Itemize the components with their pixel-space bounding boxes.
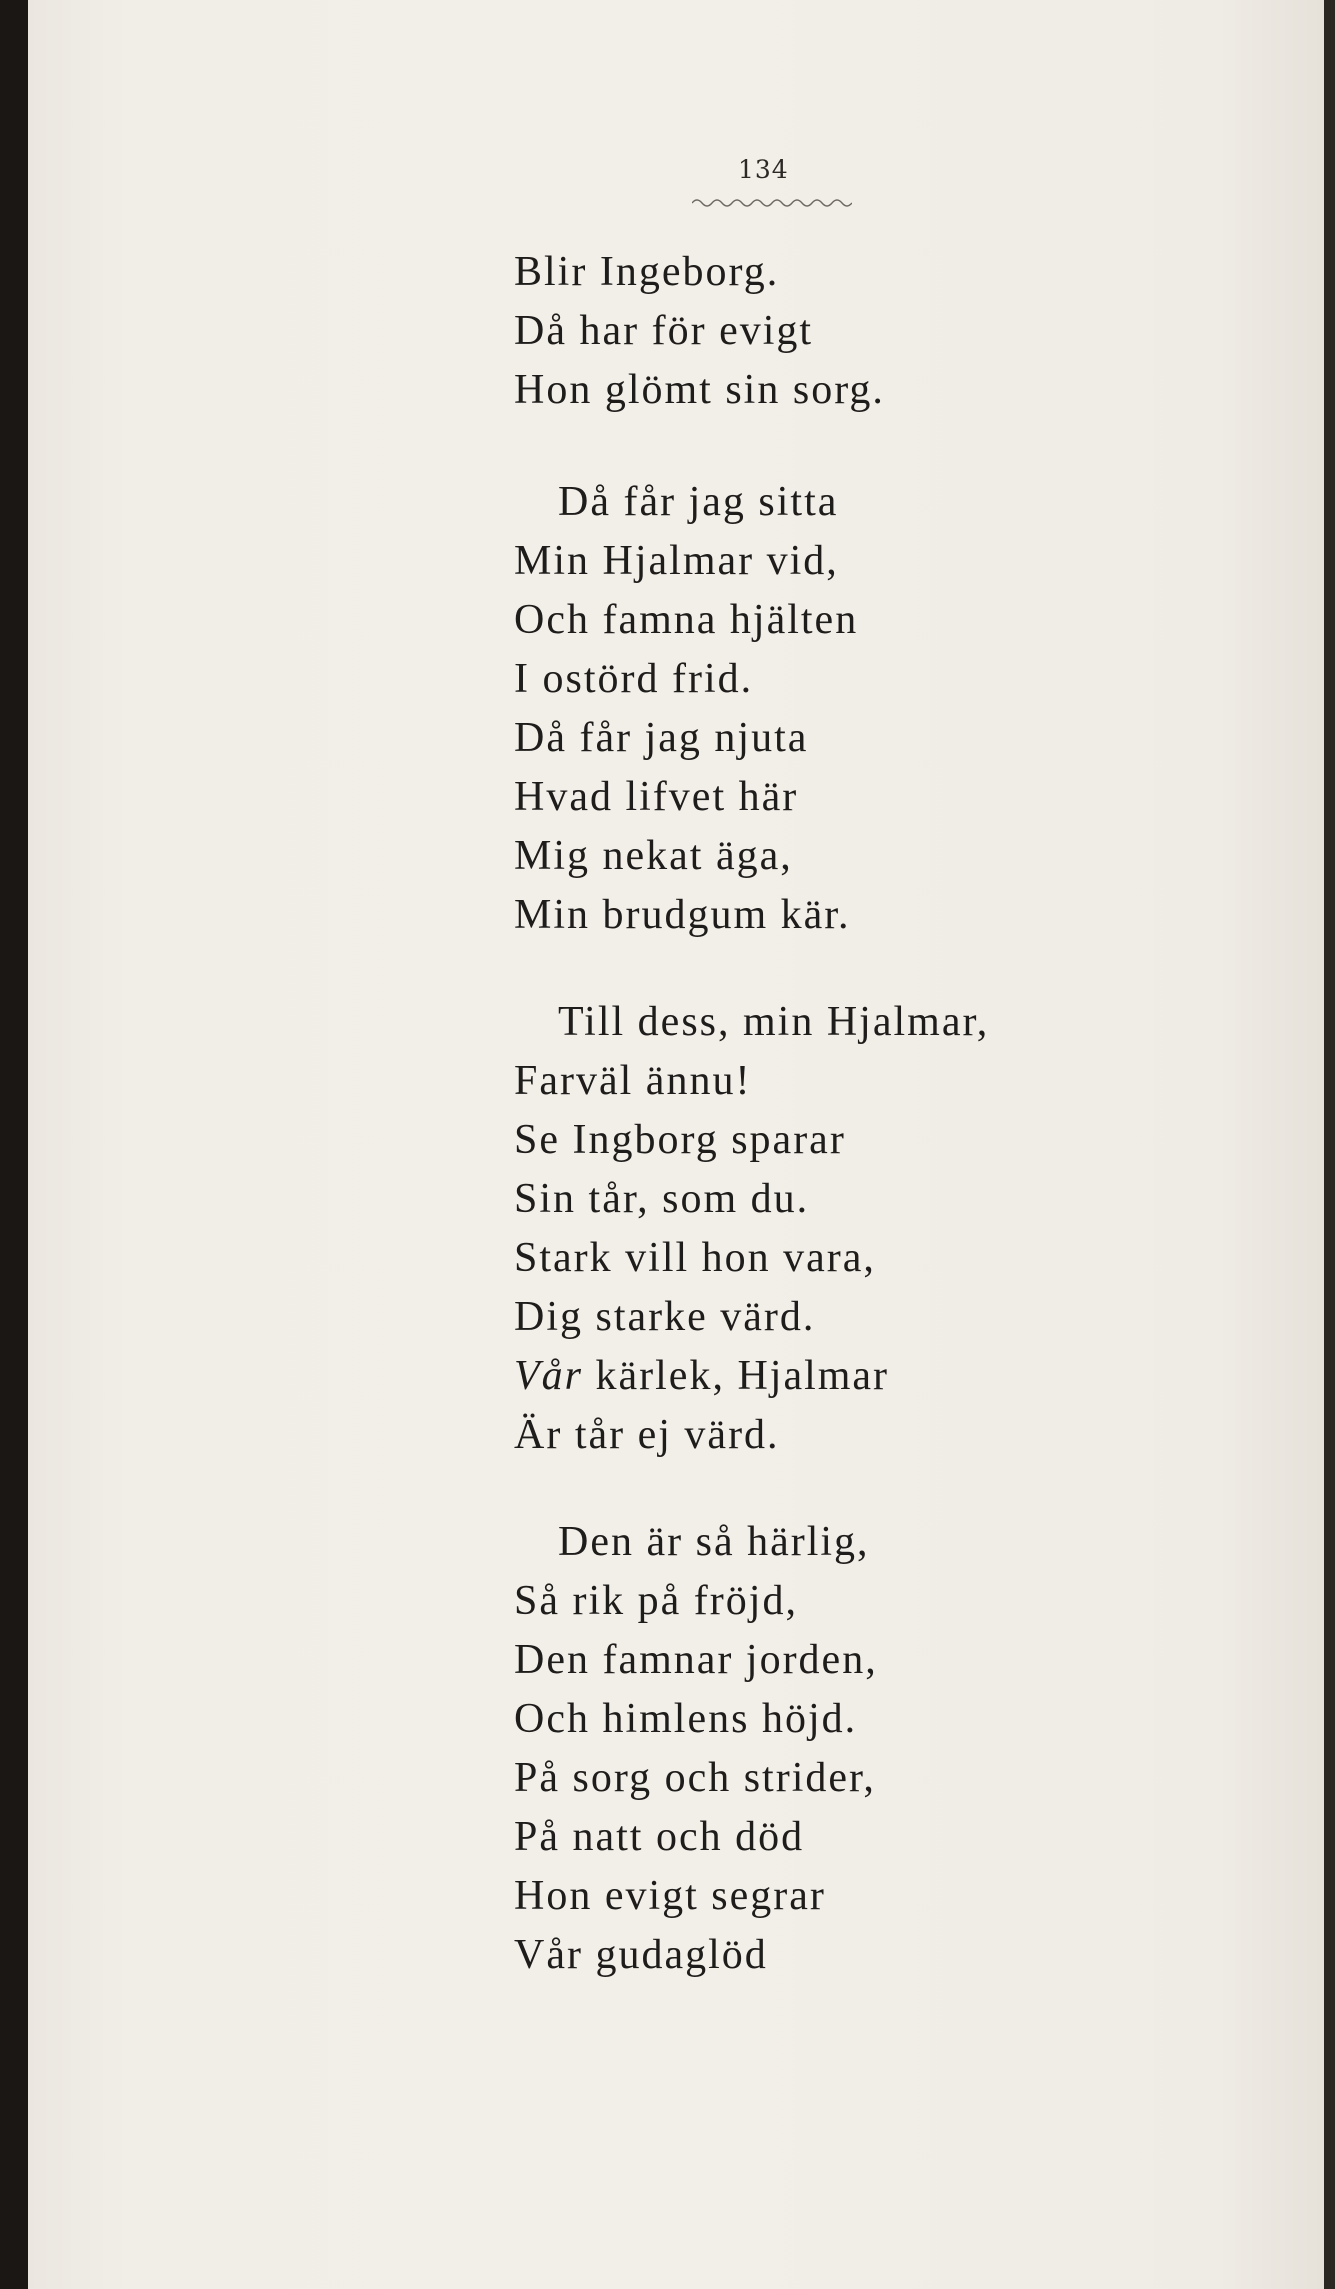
wavy-ornament-icon	[692, 196, 852, 210]
poem-line: Dig starke värd.	[514, 1294, 816, 1340]
poem-line: Hon evigt segrar	[514, 1873, 826, 1919]
poem-line: Sin tår, som du.	[514, 1176, 810, 1222]
poem-line: Farväl ännu!	[514, 1058, 752, 1104]
poem-line: Min brudgum kär.	[514, 892, 851, 938]
stanza-1	[514, 243, 1074, 420]
poem-line: Mig nekat äga,	[514, 833, 793, 879]
page-edge-shadow	[1324, 0, 1335, 2289]
poem-line: Hon glömt sin sorg.	[514, 367, 885, 413]
poem-line: Då får jag njuta	[514, 715, 809, 761]
poem-line: Blir Ingeborg.	[514, 249, 780, 295]
poem-line: Min Hjalmar vid,	[514, 538, 839, 584]
poem-line: Då har för evigt	[514, 308, 814, 354]
poem-line: Se Ingborg sparar	[514, 1117, 846, 1163]
poem-line: Då får jag sitta	[558, 479, 839, 525]
emphasized-word: Vår	[514, 1353, 583, 1399]
poem-line: Och himlens höjd.	[514, 1696, 858, 1742]
poem-line: Stark vill hon vara,	[514, 1235, 876, 1281]
poem-line	[514, 1347, 1074, 1406]
page-number: 134	[738, 155, 789, 184]
poem-line: Vår gudaglöd	[514, 1932, 768, 1978]
stanza-4	[514, 1513, 1074, 1985]
poem-line: Den är så härlig,	[558, 1519, 870, 1565]
poem-line-rest: kärlek, Hjalmar	[583, 1353, 890, 1399]
stanza-2	[514, 473, 1074, 945]
stanza-3	[514, 993, 1074, 1465]
poem-line: I ostörd frid.	[514, 656, 754, 702]
poem-line: Och famna hjälten	[514, 597, 859, 643]
poem-line: Hvad lifvet här	[514, 774, 799, 820]
poem-line: Så rik på fröjd,	[514, 1578, 798, 1624]
poem-line: På natt och död	[514, 1814, 805, 1860]
poem-line: På sorg och strider,	[514, 1755, 876, 1801]
poem-text	[514, 243, 1074, 1985]
poem-line: Den famnar jorden,	[514, 1637, 878, 1683]
poem-line: Är tår ej värd.	[514, 1412, 780, 1458]
poem-line: Till dess, min Hjalmar,	[558, 999, 990, 1045]
